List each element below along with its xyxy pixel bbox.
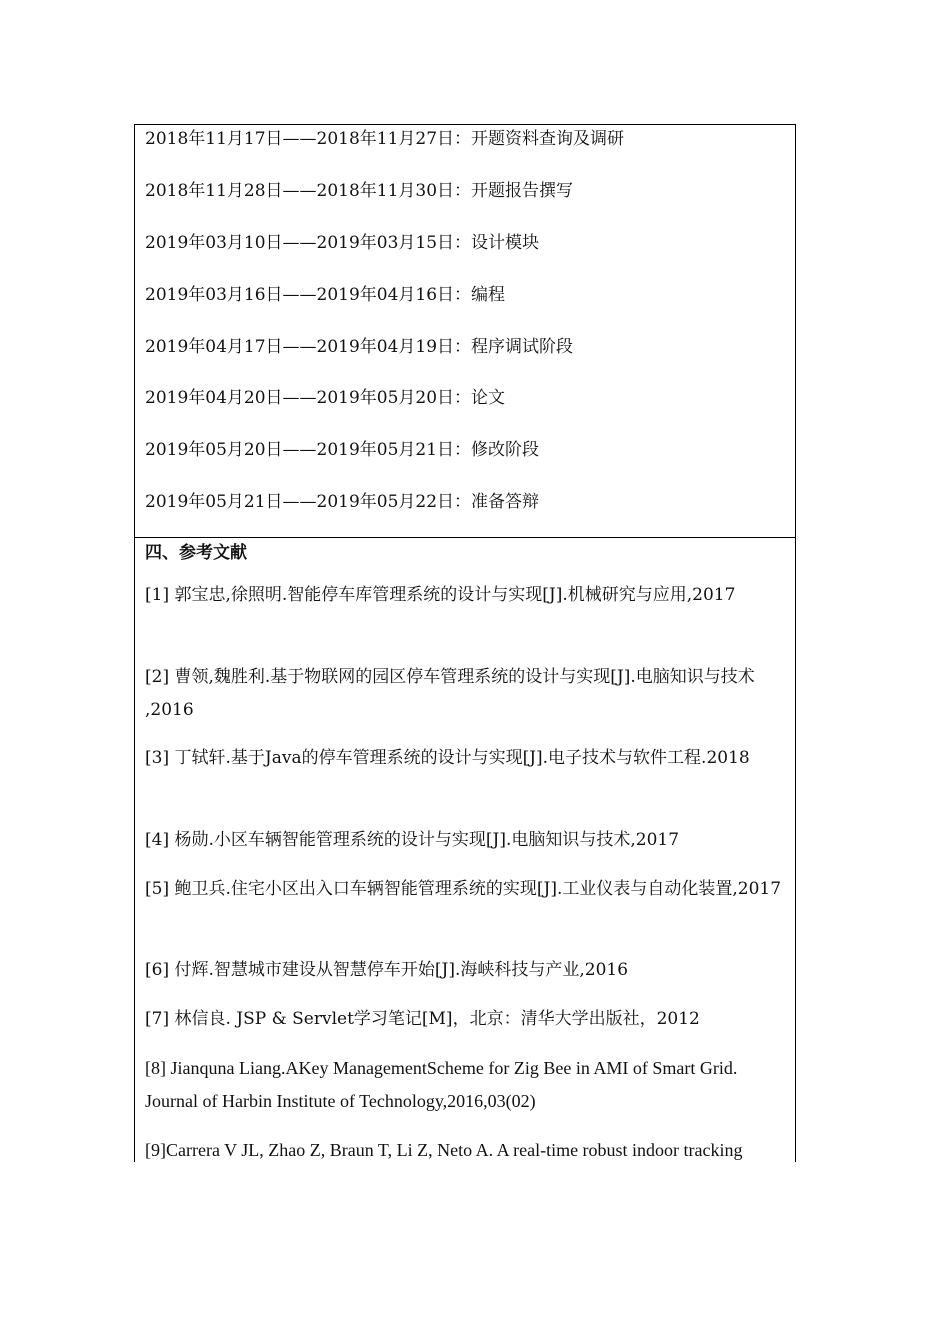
reference-item: [8] Jianquna Liang.AKey ManagementScheme for Zig Bee in AMI of Smart Grid. Journal of Harbin Institute of Technology,2016,03(02) <box>145 1058 738 1111</box>
schedule-item: 2019年05月21日——2019年05月22日：准备答辩 <box>145 492 540 512</box>
reference-item: [7] 林信良. JSP & Servlet学习笔记[M]，北京：清华大学出版社，2012 <box>145 1009 700 1029</box>
schedule-item: 2019年04月17日——2019年04月19日：程序调试阶段 <box>145 337 574 357</box>
schedule-item: 2019年04月20日——2019年05月20日：论文 <box>145 388 506 408</box>
reference-item: [1] 郭宝忠,徐照明.智能停车库管理系统的设计与实现[J].机械研究与应用,2017 <box>145 585 736 605</box>
schedule-item: 2018年11月28日——2018年11月30日：开题报告撰写 <box>145 181 574 201</box>
schedule-reference-table <box>134 124 796 1162</box>
reference-item: [4] 杨勋.小区车辆智能管理系统的设计与实现[J].电脑知识与技术,2017 <box>145 830 680 850</box>
reference-item: [3] 丁轼轩.基于Java的停车管理系统的设计与实现[J].电子技术与软件工程.2018 <box>145 748 750 768</box>
section-divider <box>135 537 795 538</box>
schedule-item: 2018年11月17日——2018年11月27日：开题资料查询及调研 <box>145 129 625 149</box>
schedule-item: 2019年03月16日——2019年04月16日：编程 <box>145 285 506 305</box>
reference-item: [9]Carrera V JL, Zhao Z, Braun T, Li Z, Neto A. A real-time robust indoor tracking <box>145 1140 743 1160</box>
reference-item: [2] 曹领,魏胜利.基于物联网的园区停车管理系统的设计与实现[J].电脑知识与技术 ,2016 <box>145 667 755 720</box>
references-heading: 四、参考文献 <box>145 543 247 563</box>
schedule-item: 2019年05月20日——2019年05月21日：修改阶段 <box>145 440 540 460</box>
schedule-item: 2019年03月10日——2019年03月15日：设计模块 <box>145 233 540 253</box>
reference-item: [5] 鲍卫兵.住宅小区出入口车辆智能管理系统的实现[J].工业仪表与自动化装置,2017 <box>145 879 782 899</box>
reference-item: [6] 付辉.智慧城市建设从智慧停车开始[J].海峡科技与产业,2016 <box>145 960 629 980</box>
